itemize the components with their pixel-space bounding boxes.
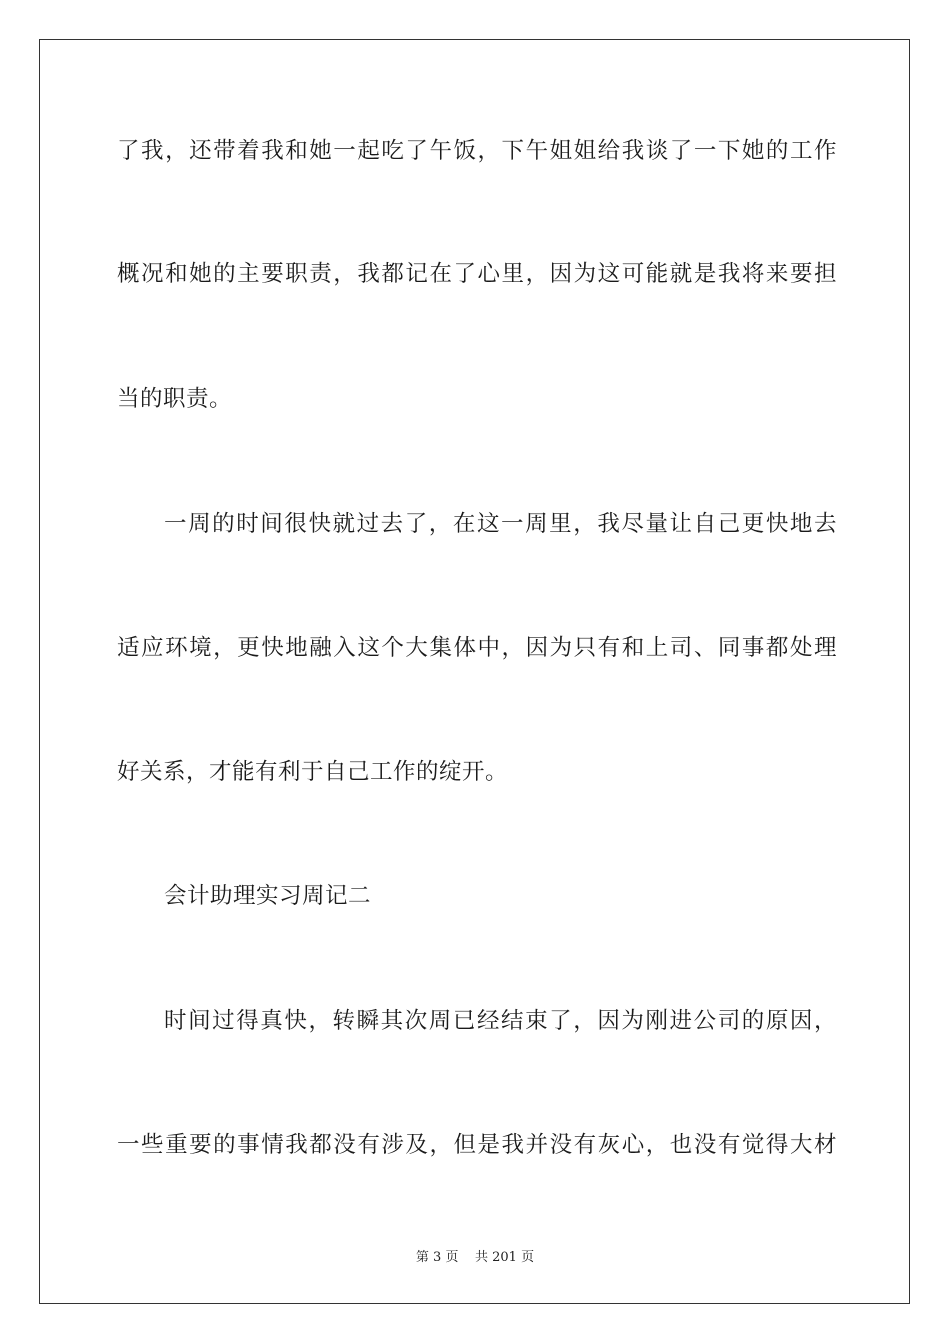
body-text-line: 好关系，才能有利于自己工作的绽开。: [117, 759, 509, 785]
body-text-line: 一些重要的事情我都没有涉及，但是我并没有灰心，也没有觉得大材: [117, 1132, 837, 1158]
paragraph-first-line: 时间过得真快，转瞬其次周已经结束了，因为刚进公司的原因，: [164, 1008, 837, 1034]
body-text-line: 适应环境，更快地融入这个大集体中，因为只有和上司、同事都处理: [117, 635, 837, 661]
paragraph-first-line: 一周的时间很快就过去了，在这一周里，我尽量让自己更快地去: [164, 511, 837, 537]
section-heading: 会计助理实习周记二: [164, 883, 372, 909]
body-text-line: 概况和她的主要职责，我都记在了心里，因为这可能就是我将来要担: [117, 261, 837, 287]
page-number-footer: 第 3 页 共 201 页: [415, 1250, 535, 1265]
body-text-line: 当的职责。: [117, 386, 233, 412]
body-text-line: 了我，还带着我和她一起吃了午饭，下午姐姐给我谈了一下她的工作: [117, 138, 837, 164]
page-border: [39, 39, 910, 1304]
